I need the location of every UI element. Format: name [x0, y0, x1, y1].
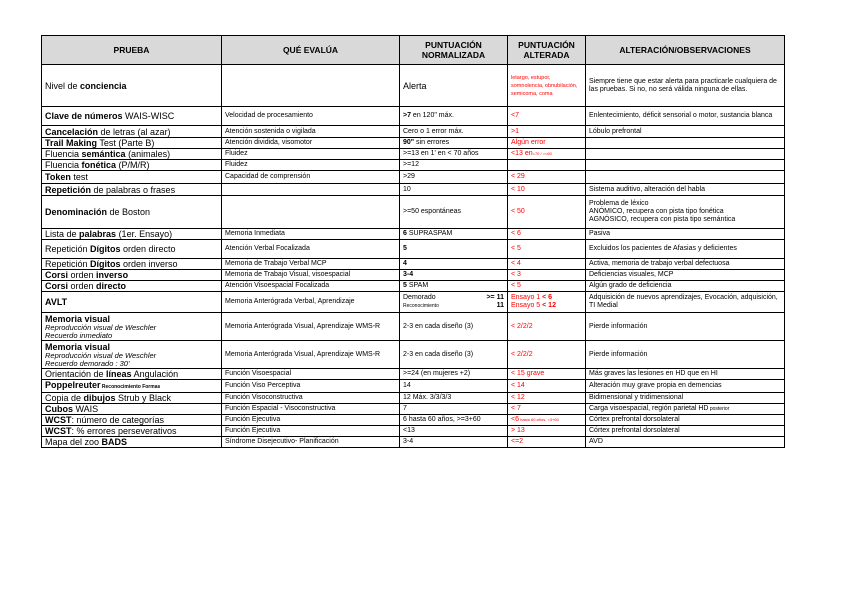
cell-normal-score	[400, 149, 508, 160]
test-name-bold: conciencia	[80, 80, 127, 91]
test-name-suffix: (1er. Ensayo)	[116, 229, 173, 239]
cell-observations	[586, 426, 785, 437]
altered-score-text: < 3	[511, 271, 521, 278]
normal-score-text: 7	[403, 405, 407, 412]
observation-text: AGNÓSICO, recupera con pista tipo semántica	[589, 216, 736, 223]
test-name-suffix: de Boston	[107, 207, 151, 217]
observation-text: Problema de léxico	[589, 200, 649, 207]
cell-altered-score	[508, 184, 586, 196]
test-subtitle: Recuerdo inmediato	[45, 330, 113, 340]
test-name-suffix: orden	[68, 281, 97, 291]
cell-evaluates: Memoria Anterógrada Visual, Aprendizaje WMS-R	[222, 313, 400, 341]
altered-score-text: < 7	[511, 405, 521, 412]
table-row	[42, 270, 785, 281]
observation-text: Carga visoespacial, región parietal HD	[589, 405, 709, 412]
cell-normal-score	[400, 229, 508, 240]
cell-evaluates: Atención Visoespacial Focalizada	[222, 281, 400, 292]
header-observaciones: ALTERACIÓN/OBSERVACIONES	[586, 36, 785, 65]
cell-normal-score	[400, 160, 508, 171]
cell-evaluates: Función Ejecutiva	[222, 415, 400, 426]
test-subtitle: Recuerdo demorado : 30'	[45, 358, 130, 368]
cell-altered-score	[508, 270, 586, 281]
avlt-trial-value: < 12	[542, 302, 556, 309]
test-name-bold: Memoria visual	[45, 341, 111, 352]
cell-evaluates: Función Visoespacial	[222, 369, 400, 380]
avlt-label: Reconocimiento	[403, 303, 439, 309]
cell-observations	[586, 313, 785, 341]
cell-altered-score	[508, 149, 586, 160]
table-row	[42, 313, 785, 341]
cell-altered-score	[508, 313, 586, 341]
cell-observations	[586, 240, 785, 259]
normal-score-bold: 3-4	[403, 271, 414, 278]
normal-score-text: SPAM	[406, 282, 429, 289]
altered-score-text: < 2/2/2	[511, 350, 533, 358]
normal-score-bold: >7	[403, 112, 411, 119]
observation-text: ANÓMICO, recupera con pista tipo fonética	[589, 208, 724, 215]
test-name-prefix: Fluencia	[45, 149, 82, 159]
header-row	[42, 36, 785, 65]
altered-score-text: letargo, estupor, somnolencia, obnubilación, semicoma, coma	[511, 74, 578, 97]
cell-altered-score	[508, 415, 586, 426]
altered-score-text: <=2	[511, 438, 524, 445]
cell-evaluates: Memoria de Trabajo Visual, visoespacial	[222, 270, 400, 281]
cell-observations	[586, 270, 785, 281]
test-name-note: Reconocimiento Formas	[100, 384, 161, 390]
altered-score-text: < 15 grave	[511, 370, 545, 377]
test-name-prefix: Nivel de	[45, 80, 81, 91]
test-name-bold: palabras	[79, 229, 117, 239]
normal-score-text: 2-3 en cada diseño (3)	[403, 350, 474, 358]
avlt-trial-value: < 6	[542, 294, 553, 301]
cell-normal-score	[400, 126, 508, 138]
normal-score-text: sin errores	[414, 139, 450, 146]
cell-test-name	[42, 107, 222, 126]
cell-evaluates: Atención dividida, visomotor	[222, 138, 400, 149]
observation-text: Bidimensional y tridimensional	[589, 394, 684, 401]
normal-score-bold: 90"	[403, 139, 415, 146]
cell-test-name	[42, 171, 222, 184]
cell-test-name	[42, 404, 222, 415]
cell-observations	[586, 160, 785, 171]
cell-observations	[586, 65, 785, 107]
test-name-bold: WCST	[45, 415, 72, 425]
cell-test-name	[42, 160, 222, 171]
altered-score-text: <13 en	[511, 150, 533, 157]
test-name-prefix: Mapa del zoo	[45, 437, 102, 447]
test-name-bold: Trail Making	[45, 138, 98, 148]
cell-observations	[586, 171, 785, 184]
test-name-suffix: WAIS-WISC	[122, 111, 175, 121]
normal-score-text: Cero o 1 error máx.	[403, 127, 464, 135]
normal-score-bold: 6	[403, 230, 407, 237]
table-row	[42, 229, 785, 240]
table-row	[42, 259, 785, 270]
test-name-bold: Clave de números	[45, 111, 123, 121]
cell-normal-score	[400, 292, 508, 313]
observation-text: Pasiva	[589, 230, 611, 237]
normal-score-text: >=50 espontáneas	[403, 208, 461, 215]
cell-observations	[586, 292, 785, 313]
table-row	[42, 107, 785, 126]
table-row	[42, 160, 785, 171]
cell-observations	[586, 259, 785, 270]
observation-text: Siempre tiene que estar alerta para practicarle cualquiera de las pruebas. Si no, no será válida ninguna de ellas.	[589, 77, 777, 93]
cell-observations	[586, 404, 785, 415]
cell-normal-score	[400, 270, 508, 281]
cell-altered-score	[508, 437, 586, 448]
table-row	[42, 437, 785, 448]
normal-score-text: 12 Máx. 3/3/3/3	[403, 394, 452, 401]
normal-score-text: 2-3 en cada diseño (3)	[403, 322, 474, 330]
normal-score-text: Alerta	[403, 80, 427, 91]
cell-test-name	[42, 393, 222, 404]
cell-evaluates: Memoria Inmediata	[222, 229, 400, 240]
test-name-suffix: orden directo	[120, 244, 176, 254]
cell-evaluates	[222, 184, 400, 196]
cell-observations	[586, 229, 785, 240]
test-name-suffix: test	[70, 172, 88, 182]
test-name-suffix: (animales)	[125, 149, 171, 159]
table-row	[42, 184, 785, 196]
test-name-prefix: Lista de	[45, 229, 80, 239]
cell-test-name	[42, 341, 222, 369]
normal-score-bold: 4	[403, 260, 407, 267]
avlt-value: 11	[496, 302, 504, 309]
cell-observations	[586, 369, 785, 380]
cell-observations	[586, 149, 785, 160]
observation-text: Alteración muy grave propia en demencias	[589, 382, 722, 389]
altered-score-text: > 13	[511, 427, 525, 434]
cell-observations	[586, 126, 785, 138]
observation-text: Más graves las lesiones en HD que en HI	[589, 370, 718, 377]
cell-test-name	[42, 240, 222, 259]
test-name-bold: Denominación	[45, 207, 108, 217]
test-name-suffix: orden	[68, 270, 97, 280]
cell-evaluates: Función Espacial - Visoconstructiva	[222, 404, 400, 415]
cell-altered-score	[508, 259, 586, 270]
cell-normal-score	[400, 65, 508, 107]
header-que-evalua: QUÉ EVALÚA	[222, 36, 400, 65]
observation-text: Excluidos los pacientes de Afasias y deficientes	[589, 245, 737, 252]
test-name-bold: dibujos	[83, 393, 116, 403]
table-row	[42, 126, 785, 138]
cell-test-name	[42, 149, 222, 160]
normal-score-text: >=12	[403, 161, 419, 168]
cell-test-name	[42, 184, 222, 196]
avlt-trial: Ensayo 5	[511, 302, 543, 309]
cell-normal-score	[400, 393, 508, 404]
test-name-bold: Memoria visual	[45, 313, 111, 324]
normal-score-text: >29	[403, 173, 415, 180]
test-name-bold: Cubos	[45, 404, 73, 414]
cell-normal-score	[400, 380, 508, 393]
observation-text: Córtex prefrontal dorsolateral	[589, 427, 680, 434]
test-name-bold: Poppelreuter	[45, 380, 101, 390]
normal-score-text: 3-4	[403, 438, 414, 445]
normal-score-text: <13	[403, 427, 415, 434]
test-name-suffix: Strub y Black	[115, 393, 172, 403]
neuropsych-tests-table	[41, 35, 785, 448]
cell-evaluates: Síndrome Disejecutivo- Planificación	[222, 437, 400, 448]
test-name-suffix: (P/M/R)	[116, 160, 150, 170]
table-row	[42, 281, 785, 292]
altered-score-text: <6	[511, 416, 519, 423]
test-subtitle: Reproducción visual de Weschler	[45, 322, 157, 332]
observation-text: Deficiencias visuales, MCP	[589, 271, 674, 278]
normal-score-bold: 5	[403, 282, 407, 289]
test-name-suffix: : % errores perseverativos	[71, 426, 177, 436]
observation-text: AVD	[589, 438, 603, 445]
cell-test-name	[42, 292, 222, 313]
test-name-bold: Cancelación	[45, 126, 99, 137]
cell-altered-score	[508, 196, 586, 229]
cell-test-name	[42, 259, 222, 270]
altered-score-text: Algún error	[511, 139, 546, 146]
table-row	[42, 415, 785, 426]
cell-observations	[586, 184, 785, 196]
altered-score-text: < 50	[511, 208, 525, 215]
normal-score-bold: 5	[403, 245, 407, 252]
observation-text: Enlentecimiento, déficit sensorial o motor, sustancia blanca	[589, 112, 773, 119]
altered-score-text: < 2/2/2	[511, 322, 533, 330]
altered-score-note: <70 / >=60	[532, 151, 552, 156]
cell-observations	[586, 138, 785, 149]
cell-altered-score	[508, 341, 586, 369]
cell-altered-score	[508, 229, 586, 240]
test-name-suffix: Angulación	[131, 369, 179, 379]
observation-text: Sistema auditivo, alteración del habla	[589, 185, 705, 193]
cell-altered-score	[508, 126, 586, 138]
table-row	[42, 380, 785, 393]
header-puntuacion-normalizada: PUNTUACIÓN NORMALIZADA	[400, 36, 508, 65]
altered-score-text: < 14	[511, 382, 525, 389]
cell-evaluates: Función Viso Perceptiva	[222, 380, 400, 393]
cell-normal-score	[400, 341, 508, 369]
test-name-prefix: Repetición	[45, 244, 91, 254]
cell-altered-score	[508, 160, 586, 171]
cell-observations	[586, 437, 785, 448]
test-name-suffix: Test (Parte B)	[97, 138, 155, 148]
cell-normal-score	[400, 138, 508, 149]
test-name-bold: Dígitos	[90, 244, 121, 254]
altered-score-text: < 6	[511, 230, 521, 237]
cell-observations	[586, 393, 785, 404]
table-row	[42, 196, 785, 229]
cell-test-name	[42, 196, 222, 229]
observation-text: Pierde información	[589, 322, 648, 330]
altered-score-text: <7	[511, 112, 519, 119]
table-row	[42, 171, 785, 184]
test-name-bold: inverso	[96, 270, 129, 280]
table-row	[42, 369, 785, 380]
normal-score-text: >=24 (en mujeres +2)	[403, 370, 471, 377]
observation-text: Adquisición de nuevos aprendizajes, Evocación, adquisición, TI Medial	[589, 294, 778, 309]
cell-observations	[586, 415, 785, 426]
test-name-suffix: WAIS	[73, 404, 99, 414]
cell-observations	[586, 107, 785, 126]
table-row	[42, 426, 785, 437]
cell-normal-score	[400, 240, 508, 259]
cell-test-name	[42, 229, 222, 240]
cell-altered-score	[508, 138, 586, 149]
table-row	[42, 240, 785, 259]
altered-score-text: < 29	[511, 173, 525, 180]
observation-text: Activa, memoria de trabajo verbal defectuosa	[589, 260, 730, 267]
cell-normal-score	[400, 369, 508, 380]
table-row	[42, 65, 785, 107]
cell-altered-score	[508, 171, 586, 184]
test-name-bold: semántica	[81, 149, 126, 159]
cell-altered-score	[508, 369, 586, 380]
observation-text: Lóbulo prefrontal	[589, 127, 642, 135]
test-name-suffix: orden inverso	[120, 259, 178, 269]
header-puntuacion-alterada: PUNTUACIÓN ALTERADA	[508, 36, 586, 65]
test-name-prefix: Orientación de	[45, 369, 107, 379]
cell-normal-score	[400, 196, 508, 229]
test-name-prefix: Fluencia	[45, 160, 82, 170]
altered-score-note: hasta 60 años, <3+60	[518, 417, 559, 422]
test-name-bold: Corsi	[45, 270, 69, 280]
cell-normal-score	[400, 107, 508, 126]
observation-text: Córtex prefrontal dorsolateral	[589, 416, 680, 423]
cell-normal-score	[400, 415, 508, 426]
test-name-bold: Repetición	[45, 184, 92, 195]
test-name-suffix: : número de categorías	[71, 415, 165, 425]
observation-text: Pierde información	[589, 350, 648, 358]
cell-observations	[586, 281, 785, 292]
normal-score-text: 6 hasta 60 años, >=3+60	[403, 416, 481, 423]
cell-altered-score	[508, 426, 586, 437]
cell-test-name	[42, 138, 222, 149]
header-prueba: PRUEBA	[42, 36, 222, 65]
cell-evaluates: Atención Verbal Focalizada	[222, 240, 400, 259]
cell-test-name	[42, 369, 222, 380]
test-name-prefix: Copia de	[45, 393, 84, 403]
test-name-bold: WCST	[45, 426, 72, 436]
test-name-bold: Corsi	[45, 281, 69, 291]
test-name-prefix: Repetición	[45, 259, 91, 269]
table-row	[42, 292, 785, 313]
test-name-suffix: de letras (al azar)	[98, 126, 171, 137]
test-name-suffix: de palabras o frases	[91, 184, 176, 195]
cell-test-name	[42, 426, 222, 437]
cell-altered-score	[508, 107, 586, 126]
test-name-bold: líneas	[106, 369, 132, 379]
cell-test-name	[42, 380, 222, 393]
altered-score-text: < 5	[511, 245, 521, 252]
cell-altered-score	[508, 240, 586, 259]
table-row	[42, 341, 785, 369]
cell-normal-score	[400, 426, 508, 437]
cell-evaluates: Memoria Anterógrada Verbal, Aprendizaje	[222, 292, 400, 313]
cell-evaluates: Función Visoconstructiva	[222, 393, 400, 404]
cell-normal-score	[400, 437, 508, 448]
cell-normal-score	[400, 259, 508, 270]
cell-test-name	[42, 65, 222, 107]
cell-test-name	[42, 126, 222, 138]
test-name-bold: BADS	[101, 437, 128, 447]
cell-evaluates	[222, 196, 400, 229]
cell-test-name	[42, 313, 222, 341]
normal-score-text: 14	[403, 382, 411, 389]
cell-altered-score	[508, 404, 586, 415]
cell-altered-score	[508, 65, 586, 107]
avlt-trial: Ensayo 1	[511, 294, 543, 301]
altered-score-text: < 10	[511, 185, 525, 193]
cell-evaluates: Fluidez	[222, 160, 400, 171]
cell-normal-score	[400, 313, 508, 341]
cell-normal-score	[400, 404, 508, 415]
observation-text: Algún grado de deficiencia	[589, 282, 672, 289]
cell-observations	[586, 380, 785, 393]
test-name-bold: AVLT	[45, 297, 68, 307]
altered-score-text: < 4	[511, 260, 521, 267]
normal-score-text: 10	[403, 185, 411, 193]
table-row	[42, 149, 785, 160]
cell-normal-score	[400, 184, 508, 196]
cell-evaluates: Atención sostenida o vigilada	[222, 126, 400, 138]
cell-evaluates: Memoria de Trabajo Verbal MCP	[222, 259, 400, 270]
altered-score-text: >1	[511, 127, 519, 135]
observation-note: posterior	[708, 406, 730, 412]
cell-normal-score	[400, 281, 508, 292]
cell-evaluates: Velocidad de procesamiento	[222, 107, 400, 126]
test-subtitle: Reproducción visual de Weschler	[45, 350, 157, 360]
cell-observations	[586, 341, 785, 369]
cell-observations	[586, 196, 785, 229]
cell-test-name	[42, 281, 222, 292]
normal-score-text: en 120" máx.	[410, 112, 454, 119]
test-name-bold: Dígitos	[90, 259, 121, 269]
cell-evaluates	[222, 65, 400, 107]
cell-test-name	[42, 270, 222, 281]
cell-altered-score	[508, 292, 586, 313]
test-name-bold: Token	[45, 172, 71, 182]
cell-normal-score	[400, 171, 508, 184]
cell-test-name	[42, 415, 222, 426]
altered-score-text: < 5	[511, 282, 521, 289]
normal-score-text: SUPRASPAM	[406, 230, 453, 237]
cell-evaluates: Función Ejecutiva	[222, 426, 400, 437]
table-row	[42, 138, 785, 149]
avlt-value: >= 11	[486, 294, 504, 301]
table-row	[42, 393, 785, 404]
normal-score-text: >=13 en 1' en < 70 años	[403, 150, 479, 157]
cell-evaluates: Memoria Anterógrada Visual, Aprendizaje WMS-R	[222, 341, 400, 369]
cell-altered-score	[508, 380, 586, 393]
cell-test-name	[42, 437, 222, 448]
table-row	[42, 404, 785, 415]
cell-altered-score	[508, 393, 586, 404]
cell-evaluates: Capacidad de comprensión	[222, 171, 400, 184]
test-name-bold: fonética	[81, 160, 117, 170]
cell-evaluates: Fluidez	[222, 149, 400, 160]
avlt-label: Demorado	[403, 294, 436, 301]
altered-score-text: < 12	[511, 394, 525, 401]
test-name-bold: directo	[96, 281, 127, 291]
cell-altered-score	[508, 281, 586, 292]
